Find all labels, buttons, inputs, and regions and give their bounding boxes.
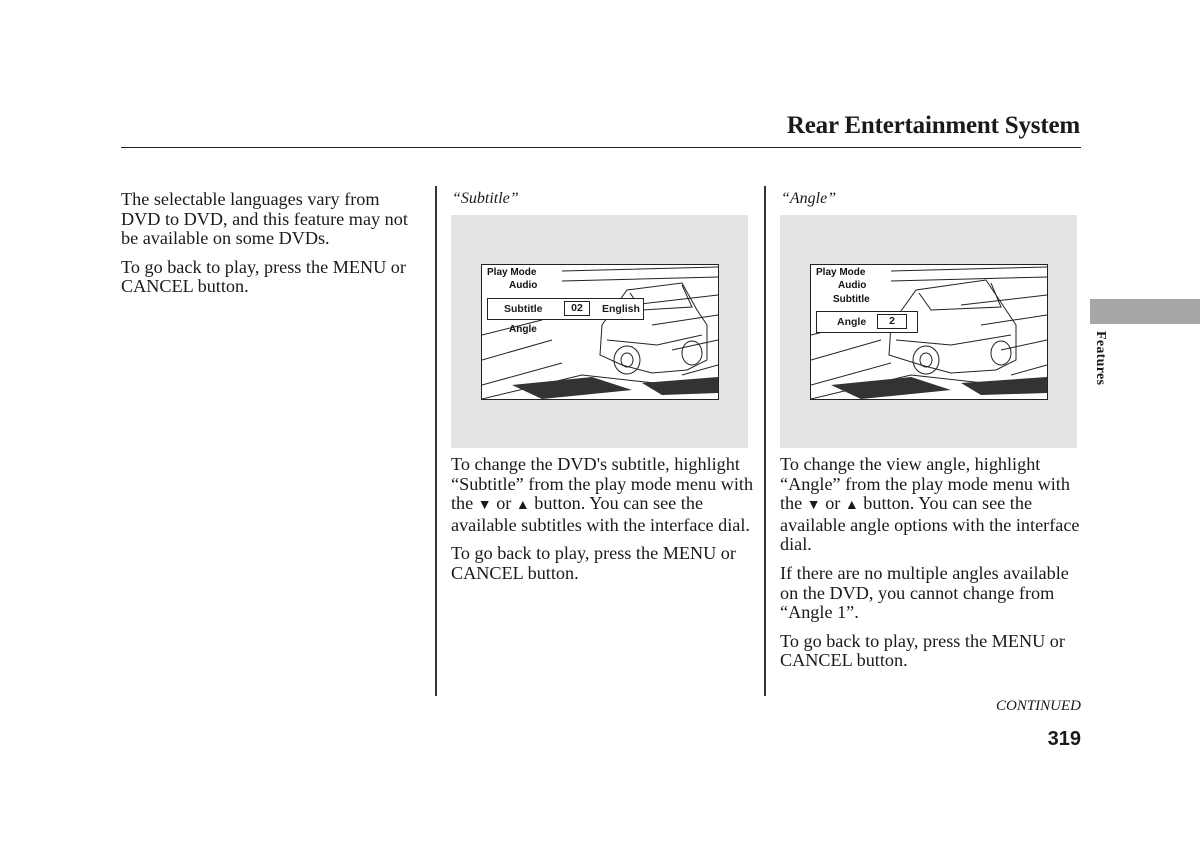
angle-label: Angle <box>837 316 867 328</box>
left-column <box>121 190 421 306</box>
section-tab-label: Features <box>1093 331 1108 386</box>
subtitle-menu-item-below: Angle <box>509 324 537 335</box>
subtitle-figure <box>451 215 748 448</box>
angle-menu-title: Play Mode <box>816 267 866 278</box>
angle-value-box: 2 <box>877 314 907 329</box>
angle-figure <box>780 215 1077 448</box>
down-arrow-icon: ▼ <box>477 498 492 514</box>
subtitle-value-box: 02 <box>564 301 590 316</box>
angle-highlight-row <box>816 311 918 333</box>
up-arrow-icon: ▲ <box>844 498 859 514</box>
up-arrow-icon: ▲ <box>515 498 530 514</box>
angle-text <box>780 455 1080 680</box>
angle-paragraph-3: To go back to play, press the MENU or CANCEL button. <box>780 630 1065 671</box>
angle-caption: “Angle” <box>781 190 837 207</box>
angle-paragraph-2: If there are no multiple angles available on the DVD, you cannot change from “Angle 1”. <box>780 562 1069 623</box>
subtitle-label: Subtitle <box>504 303 543 315</box>
subtitle-menu-item-above: Audio <box>509 280 538 291</box>
page-title: Rear Entertainment System <box>786 112 1080 139</box>
subtitle-extra: English <box>602 303 640 315</box>
column-divider-1 <box>435 186 437 696</box>
down-arrow-icon: ▼ <box>806 498 821 514</box>
subtitle-text <box>451 455 756 593</box>
left-paragraph-1: The selectable languages vary from DVD to DVD, and this feature may not be available on some DVDs. <box>121 189 408 249</box>
subtitle-caption: “Subtitle” <box>452 190 519 207</box>
page-number: 319 <box>1047 728 1081 750</box>
subtitle-highlight-row <box>487 298 644 320</box>
subtitle-screen <box>481 264 719 400</box>
section-tab <box>1090 299 1200 324</box>
angle-paragraph-1: To change the view angle, highlight “Angle” from the play mode menu with the ▼ or ▲ button. You can see the available angle options with the interface dial. <box>780 454 1080 555</box>
subtitle-paragraph-1: To change the DVD's subtitle, highlight “Subtitle” from the play mode menu with the ▼ or ▲ button. You can see the available subtitles with the interface dial. <box>451 454 754 535</box>
angle-menu-item-subtitle: Subtitle <box>833 294 870 305</box>
left-paragraph-2: To go back to play, press the MENU or CANCEL button. <box>121 256 406 297</box>
subtitle-paragraph-2: To go back to play, press the MENU or CANCEL button. <box>451 543 736 583</box>
continued-label: CONTINUED <box>995 698 1081 714</box>
column-divider-2 <box>764 186 766 696</box>
subtitle-menu-title: Play Mode <box>487 267 537 278</box>
angle-screen <box>810 264 1048 400</box>
angle-menu-item-audio: Audio <box>838 280 867 291</box>
header-rule <box>121 147 1081 148</box>
